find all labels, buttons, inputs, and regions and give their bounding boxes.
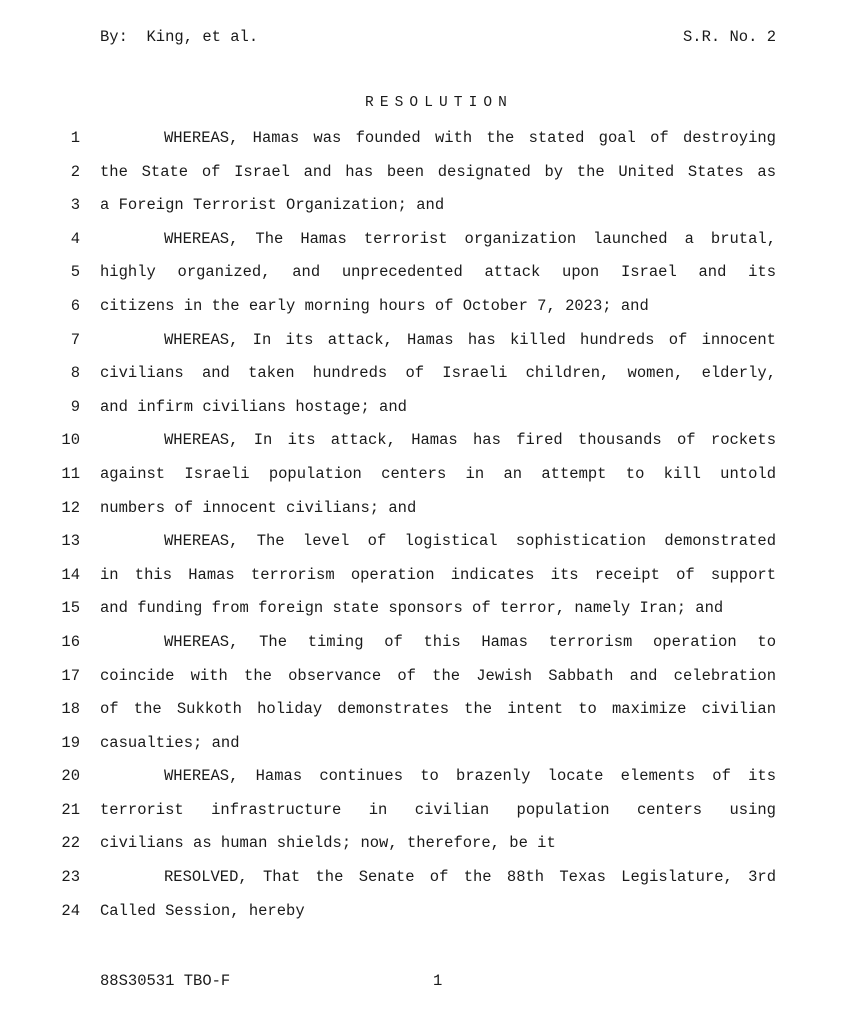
line-text: civilians and taken hundreds of Israeli children, women, elderly,: [100, 364, 776, 383]
document-line: [0, 195, 852, 229]
document-line: [0, 598, 852, 632]
document-code: 88S30531 TBO-F: [100, 972, 231, 990]
line-number: 12: [61, 498, 80, 517]
line-number: 19: [61, 733, 80, 752]
line-number: 14: [61, 565, 80, 584]
document-line: [0, 833, 852, 867]
line-text: civilians as human shields; now, therefore, be it: [100, 834, 556, 853]
line-number: 4: [70, 229, 80, 248]
document-line: [0, 800, 852, 834]
line-text: casualties; and: [100, 733, 240, 752]
line-number: 20: [61, 767, 80, 786]
line-text: WHEREAS, The level of logistical sophistication demonstrated: [164, 532, 776, 551]
line-text: WHEREAS, The Hamas terrorist organization launched a brutal,: [164, 229, 776, 248]
line-text: citizens in the early morning hours of October 7, 2023; and: [100, 296, 649, 315]
line-text: terrorist infrastructure in civilian population centers using: [100, 800, 776, 819]
line-text: Called Session, hereby: [100, 901, 305, 920]
line-number: 9: [70, 397, 80, 416]
document-line: [0, 262, 852, 296]
line-text: WHEREAS, In its attack, Hamas has fired thousands of rockets: [164, 431, 776, 450]
line-text: RESOLVED, That the Senate of the 88th Texas Legislature, 3rd: [164, 868, 776, 887]
bill-number: S.R. No. 2: [682, 28, 776, 46]
line-text: and funding from foreign state sponsors of terror, namely Iran; and: [100, 599, 724, 618]
document-line: [0, 531, 852, 565]
resolution-body: [0, 128, 852, 934]
line-number: 17: [61, 666, 80, 685]
line-text: of the Sukkoth holiday demonstrates the intent to maximize civilian: [100, 700, 776, 719]
line-number: 6: [70, 296, 80, 315]
line-number: 11: [61, 464, 80, 483]
page-number: 1: [433, 972, 443, 990]
line-text: a Foreign Terrorist Organization; and: [100, 196, 445, 215]
line-text: WHEREAS, Hamas was founded with the stated goal of destroying: [164, 129, 776, 147]
document-line: [0, 397, 852, 431]
document-line: [0, 666, 852, 700]
line-text: and infirm civilians hostage; and: [100, 397, 407, 416]
line-number: 16: [61, 632, 80, 651]
line-number: 10: [61, 431, 80, 450]
line-number: 2: [70, 162, 80, 181]
document-line: [0, 363, 852, 397]
line-text: in this Hamas terrorism operation indicates its receipt of support: [100, 565, 776, 584]
line-number: 24: [61, 901, 80, 920]
line-text: against Israeli population centers in an attempt to kill untold: [100, 464, 776, 483]
document-line: [0, 430, 852, 464]
line-number: 13: [61, 532, 80, 551]
document-line: [0, 498, 852, 532]
document-line: [0, 296, 852, 330]
line-text: WHEREAS, The timing of this Hamas terrorism operation to: [164, 632, 776, 651]
line-number: 15: [61, 599, 80, 618]
document-line: [0, 699, 852, 733]
line-text: WHEREAS, In its attack, Hamas has killed hundreds of innocent: [164, 330, 776, 349]
line-text: numbers of innocent civilians; and: [100, 498, 417, 517]
document-line: [0, 330, 852, 364]
line-number: 8: [70, 364, 80, 383]
document-line: [0, 565, 852, 599]
line-text: the State of Israel and has been designated by the United States as: [100, 162, 776, 181]
sponsor-line: By: King, et al.: [100, 28, 259, 46]
line-number: 3: [70, 196, 80, 215]
document-line: [0, 229, 852, 263]
line-number: 1: [70, 129, 80, 147]
line-number: 5: [70, 263, 80, 282]
line-number: 18: [61, 700, 80, 719]
document-line: [0, 162, 852, 196]
line-text: coincide with the observance of the Jewish Sabbath and celebration: [100, 666, 776, 685]
document-line: [0, 128, 852, 162]
document-line: [0, 733, 852, 767]
line-number: 21: [61, 800, 80, 819]
line-text: WHEREAS, Hamas continues to brazenly locate elements of its: [164, 767, 776, 786]
line-number: 7: [70, 330, 80, 349]
line-number: 22: [61, 834, 80, 853]
document-line: [0, 901, 852, 935]
document-line: [0, 464, 852, 498]
document-line: [0, 766, 852, 800]
line-number: 23: [61, 868, 80, 887]
line-text: highly organized, and unprecedented attack upon Israel and its: [100, 263, 776, 282]
document-line: [0, 867, 852, 901]
document-title: RESOLUTION: [365, 95, 513, 111]
document-line: [0, 632, 852, 666]
